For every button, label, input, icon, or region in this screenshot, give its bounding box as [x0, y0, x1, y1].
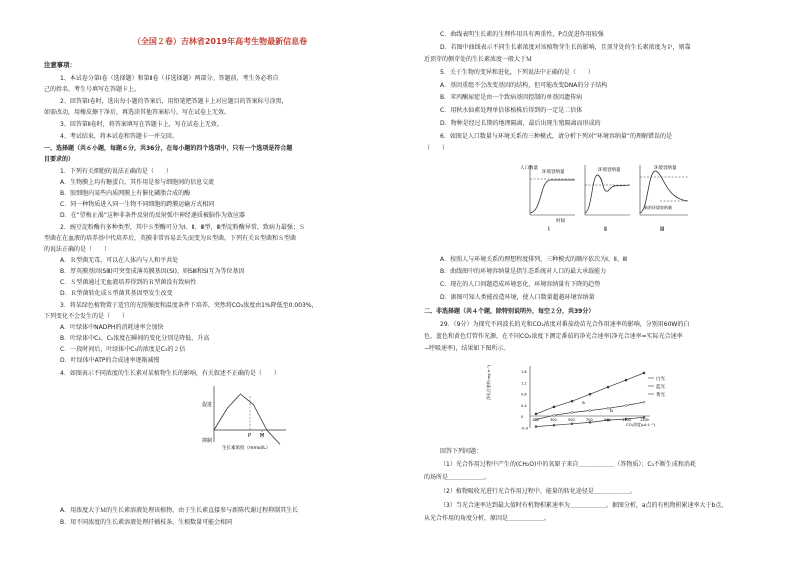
q29-x-tick-label: 100 — [532, 418, 539, 422]
q6-new-k-label: 新的环境容纳量 — [644, 205, 672, 210]
q6-k-label: 环境容纳量 — [542, 170, 565, 175]
section1-heading: 一、选择题（共６小题，每题６分，共36分，在每小题的四个选项中，只有一个选项是符合题 — [44, 145, 293, 152]
notice-line: 己的姓名、考生号填写在答题卡上。 — [44, 86, 141, 93]
q6-panel-2 — [585, 165, 630, 215]
q4-option-c: C．曲线表明生长素的生理作用具有两重性，P点促进作用较强 — [440, 31, 604, 38]
q1-option-c: C．同一种物质进入同一生物不同细胞的跨膜运输方式相同 — [60, 201, 215, 208]
q4-option-d: D．若图中曲线表示不同生长素浓度对该植物芽生长的影响，且顶芽处的生长素浓度为Ｐ，则靠 — [440, 44, 691, 51]
q4-ylabel2: 抑制 — [202, 438, 213, 444]
q6-option-b: B．曲线图中的环境容纳量是指生态系统对人口的最大承载能力 — [440, 268, 607, 275]
q5-option-d: D．物种是经过长期的地理隔离，最后出现生殖隔离而形成的 — [440, 120, 601, 127]
q29-answer-3-cont: 从光合作用的角度分析，原因是＿＿＿＿＿＿。 — [424, 515, 551, 522]
q29-answer-2: （2）植物吸收光进行光合作用过程中，能量的转化途径是＿＿＿＿＿＿。 — [440, 488, 636, 495]
q4-option-d-cont: 近顶芽的侧芽处的生长素浓度一般大于Ｍ — [424, 56, 533, 63]
q29-series-2-point — [553, 424, 555, 426]
q6-panel-label-1: Ⅰ — [548, 226, 550, 233]
q6-panel-3 — [640, 164, 688, 215]
q4-series-line — [214, 394, 280, 444]
q2-stem: 型菌在在血液的培养基中代培养后，英膜非常容易丢失而变为Ｒ型菌。下列有关Ｒ型菌和Ｓ型菌 — [44, 235, 297, 242]
q5-stem: 5．关于生物的变异和进化，下列说法中正确的是（ ） — [440, 69, 594, 76]
q29-photosynthesis-chart — [486, 360, 690, 435]
q29-series-1-point — [625, 404, 627, 406]
q29-stem: 色、蓝色和黄色灯管作光源，在不同CO₂浓度下测定番茄的净光合速率(净光合速率=实际光合速率 — [424, 333, 683, 340]
q6-k-label: 环境容纳量 — [654, 166, 677, 171]
q1-stem: 1．下列有关细胞的说法正确的是（ ） — [60, 168, 172, 175]
q1-option-d: D．在“望梅止渴”这种非条件反射的反射弧中神经递质被脑作为效应器 — [60, 212, 245, 219]
q29-legend-yellow: 黄光 — [656, 393, 665, 398]
q29-y-tick-label: 0 — [521, 415, 524, 420]
q29-y-tick-label: 1.2 — [521, 381, 527, 386]
q29-series-0-point — [607, 386, 609, 388]
q29-series-0-point — [571, 400, 573, 402]
q2-option-d: D．Ｒ型菌转化成Ｓ型菌其基因型发生改变 — [60, 290, 173, 297]
q2-stem: 2．豌豆淀粉酶有多种类型，其中Ｓ型酶可分为Ⅰ、Ⅱ、Ⅲ型，Ⅲ型淀粉酶异常，致病力最强；Ｓ — [60, 224, 305, 231]
q2-option-b: B．厚英膜基因(SⅢ)可突变成薄英膜基因(SⅠ)，则SⅢ和SⅠ互为等位基因 — [60, 268, 245, 275]
notice-line: 3、回答第Ⅱ卷时，将答案填写在答题卡上，写在试卷上无效。 — [60, 121, 223, 128]
q29-series-0-point — [643, 372, 645, 374]
q6-option-c: C．现在的人口问题造成环境恶化，环境容纳量有下降的趋势 — [440, 281, 601, 288]
q2-option-c: C．Ｓ型菌通过无血液培养得到的Ｒ型菌没有致病性 — [60, 279, 197, 286]
q1-option-a: A．生物膜上均有糖蛋白，其作用是参与细胞间的信息交流 — [60, 179, 215, 186]
q29-series-1-point — [607, 407, 609, 409]
q3-option-b: B．叶绿体中C₃、C₅浓度在瞬间的变化分别是降低、升高 — [60, 335, 210, 342]
q6-stem: 6．如图是人口数量与环境关系的三种模式，请分析下列对“环境容纳量”的理解错误的是 — [440, 133, 673, 140]
q29-legend-blue: 蓝光 — [656, 385, 665, 390]
q29-x-tick-label: 300 — [550, 418, 557, 422]
q29-series-1-point — [553, 414, 555, 416]
q29-series-1-point — [571, 411, 573, 413]
q4-point-p: P — [248, 433, 252, 439]
q29-stem: 29．（9分）为探究不同波长的光和CO₂浓度对番茄幼苗光合作用速率的影响，分别用60W的白 — [440, 321, 690, 328]
q29-y-tick-label: 0.4 — [521, 404, 527, 408]
q29-series-0-point — [625, 379, 627, 381]
q29-answer-3: （3）当光合速率达到最大值时有机物积累速率为＿＿＿＿＿＿。据图分析，a点的有机物积累速率大于b点， — [440, 502, 728, 509]
q6-panel-label-3: Ⅲ — [660, 226, 665, 233]
q29-series-0-point — [589, 393, 591, 395]
notice-line: 如需改动，用橡皮擦干净后，再选涂其他答案标号。写在试卷上无效。 — [44, 109, 231, 116]
q5-option-b: B．苯丙酮尿症是由一个致病基因控制的单基因遗传病 — [440, 94, 583, 101]
q4-xlabel: 生长素浓度（mmol/L） — [222, 446, 271, 451]
section2-heading: 二、非选择题（共４个题，除特别说明外，每空２分，共39分） — [424, 308, 595, 315]
q3-stem: 下列变化不会发生的是（ ） — [44, 313, 129, 320]
q29-xlabel: CO₂浓度(μL·L⁻¹) — [626, 422, 656, 427]
q6-option-a: A．按照人与环境关系的理想程度排列，三种模式的顺序依次为Ⅰ、Ⅱ、Ⅲ — [440, 256, 627, 263]
q4-auxin-chart — [200, 380, 290, 452]
q29-stem: −呼吸速率)，结果如下图所示。 — [424, 345, 510, 352]
notice-heading: 注意事项： — [44, 61, 76, 69]
q29-answer-1: （1）光合作用过程中产生的(CH₂O)中的氧原子来自＿＿＿＿＿＿（答物质）；C₃不断生成和消耗 — [440, 461, 696, 468]
q29-series-1-point — [589, 409, 591, 411]
q4-point-m: M — [260, 433, 265, 439]
section1-heading-cont: 目要求的） — [44, 156, 75, 163]
notice-line: 1、本试卷分第Ⅰ卷（选择题）和第Ⅱ卷（非选择题）两部分。答题前，考生务必将自 — [60, 75, 279, 82]
q6-population-chart — [520, 155, 690, 235]
q2-stem: 的说法正确的是（ ） — [44, 246, 111, 253]
q29-legend-white: 白光 — [656, 377, 665, 382]
q29-x-tick-label: 700 — [586, 418, 593, 422]
q6-panel-1 — [520, 164, 575, 215]
q29-x-tick-label: 900 — [604, 418, 611, 422]
notice-line: 4、考试结束，将本试卷和答题卡一并交回。 — [60, 133, 178, 140]
q29-point-a: a — [582, 401, 585, 406]
q3-option-c: C．一段时间后，叶绿体中C₃的浓度是C₅的２倍 — [60, 346, 186, 353]
q3-option-d: D．叶绿体中ATP的合成速率逐渐减慢 — [60, 357, 160, 364]
q29-point-b: b — [610, 409, 613, 414]
q29-series-1-point — [643, 401, 645, 403]
q29-x-tick-label: 1100 — [622, 418, 631, 422]
q2-option-a: A．Ｒ型菌无毒，可以在人体内与人和平共处 — [60, 257, 179, 264]
q29-y-tick-label: 0.8 — [521, 392, 527, 397]
q6-panel-label-2: Ⅱ — [604, 226, 607, 233]
q4-option-b: B．用不同浓度的生长素溶液处理扦插枝条，生根数量可能会相同 — [60, 519, 233, 526]
q29-series-2-point — [571, 423, 573, 425]
q4-stem: 4．如图表示不同浓度的生长素对某植物生长的影响，有关叙述不正确的是（ ） — [60, 370, 280, 377]
q29-answer-1-cont: 的场所是＿＿＿＿＿＿。 — [424, 474, 491, 481]
q29-series-0-point — [553, 406, 555, 408]
q29-series-2-point — [535, 426, 537, 428]
q5-option-c: C．用秋水仙素处理单倍体植株后得到的一定是二倍体 — [440, 107, 583, 114]
q29-answer-intro: 回答下列问题： — [440, 448, 483, 455]
q3-stem: 3．将某绿色植物置于适宜的光照强度和温度条件下培养，突然将CO₂浓度由1%降低至0.003%， — [60, 302, 318, 309]
q29-y-tick-label: -0.4 — [521, 426, 528, 431]
q4-option-a: A．用浓度大于Ｍ的生长素溶液处理该植物，由于生长素直接参与新陈代谢过程抑制其生长 — [60, 507, 299, 514]
q6-ylabel: 人口数量 — [520, 166, 538, 171]
q1-option-b: B．胶细胞内某些内质网膜上有催化磷脂合成的酶 — [60, 190, 191, 197]
q29-y-tick-label: 1.6 — [521, 370, 527, 375]
q5-option-a: A．基因重组不会改变基因的结构，但可能改变DNA的分子结构 — [440, 82, 608, 89]
q4-ylabel: 促进 — [202, 402, 213, 408]
q6-stem-cont: （ ） — [424, 145, 449, 152]
q29-ylabel: 净光合速率(mg·h⁻¹) — [486, 364, 491, 400]
page-title: （全国２卷）吉林省2019年高考生物最新信息卷 — [132, 37, 308, 46]
q29-x-tick-label: 500 — [568, 418, 575, 422]
q29-x-tick-label: 1300 — [640, 418, 649, 422]
q6-k-label: 环境容纳量 — [598, 168, 621, 173]
q3-option-a: A．叶绿体中NADPH的消耗速率会加快 — [60, 324, 164, 331]
q6-option-d: D．据图可知人类能改造环境，使人口数量超越环境容纳量 — [440, 294, 595, 301]
q29-series-0-point — [535, 413, 537, 415]
q6-xlabel: 时间 — [556, 219, 565, 224]
notice-line: 2、回答第Ⅰ卷时，选出每小题的答案后，用铅笔把答题卡上对应题目的答案标号涂黑， — [60, 98, 288, 105]
